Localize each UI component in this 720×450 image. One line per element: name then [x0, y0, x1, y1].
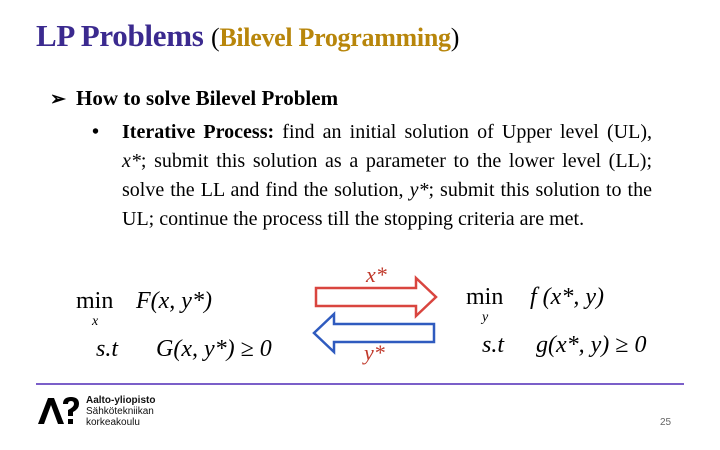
upper-min-sub: x	[92, 314, 99, 329]
upper-constraint: G(x, y*) ≥ 0	[156, 336, 272, 362]
paragraph-part-3: ; submit this solution to the UL; continue the process till the stopping criteria are met.	[122, 179, 652, 230]
title-close-paren: )	[450, 23, 460, 52]
title-open-paren: (	[210, 23, 220, 52]
footer-divider	[36, 383, 684, 385]
logo-text	[86, 395, 155, 428]
lower-st: s.t	[482, 332, 505, 358]
title-main: LP Problems	[36, 18, 204, 53]
paragraph-text	[122, 118, 652, 234]
iterative-label: Iterative Process:	[122, 121, 275, 143]
lower-constraint: g(x*, y) ≥ 0	[536, 332, 647, 358]
lower-min-sub: y	[482, 310, 489, 325]
bullet-heading	[50, 86, 338, 111]
var-y-star: y*	[409, 179, 429, 201]
var-x-star: x*	[122, 150, 141, 172]
aalto-logo	[36, 394, 80, 426]
upper-min-word: min	[76, 288, 114, 314]
lower-min	[466, 284, 503, 311]
upper-objective: F(x, y*)	[136, 288, 212, 314]
paragraph-part-1: find an initial solution of Upper level (UL),	[274, 121, 652, 143]
lower-objective: f (x*, y)	[530, 284, 604, 310]
page-number: 25	[660, 417, 672, 428]
upper-st: s.t	[96, 336, 119, 362]
arrow-top-label: x*	[366, 262, 387, 287]
logo-line-3: korkeakoulu	[86, 417, 140, 428]
logo-line-1: Aalto-yliopisto	[86, 395, 156, 406]
logo-line-2: Sähkötekniikan	[86, 406, 154, 417]
upper-min	[76, 288, 113, 315]
arrow-bottom-label: y*	[364, 340, 385, 365]
title-subtitle: Bilevel Programming	[219, 23, 451, 52]
paragraph-part-2: ; submit this solution as a parameter to the lower level (LL); solve the LL and find the solution,	[122, 150, 652, 201]
bullet-dot-icon: •	[92, 121, 100, 143]
bullet-heading-text: How to solve Bilevel Problem	[76, 86, 339, 110]
arrow-bullet-icon: ➢	[50, 89, 66, 110]
lower-min-word: min	[466, 284, 504, 310]
iterative-process-paragraph	[92, 118, 652, 234]
slide-title	[36, 18, 459, 54]
